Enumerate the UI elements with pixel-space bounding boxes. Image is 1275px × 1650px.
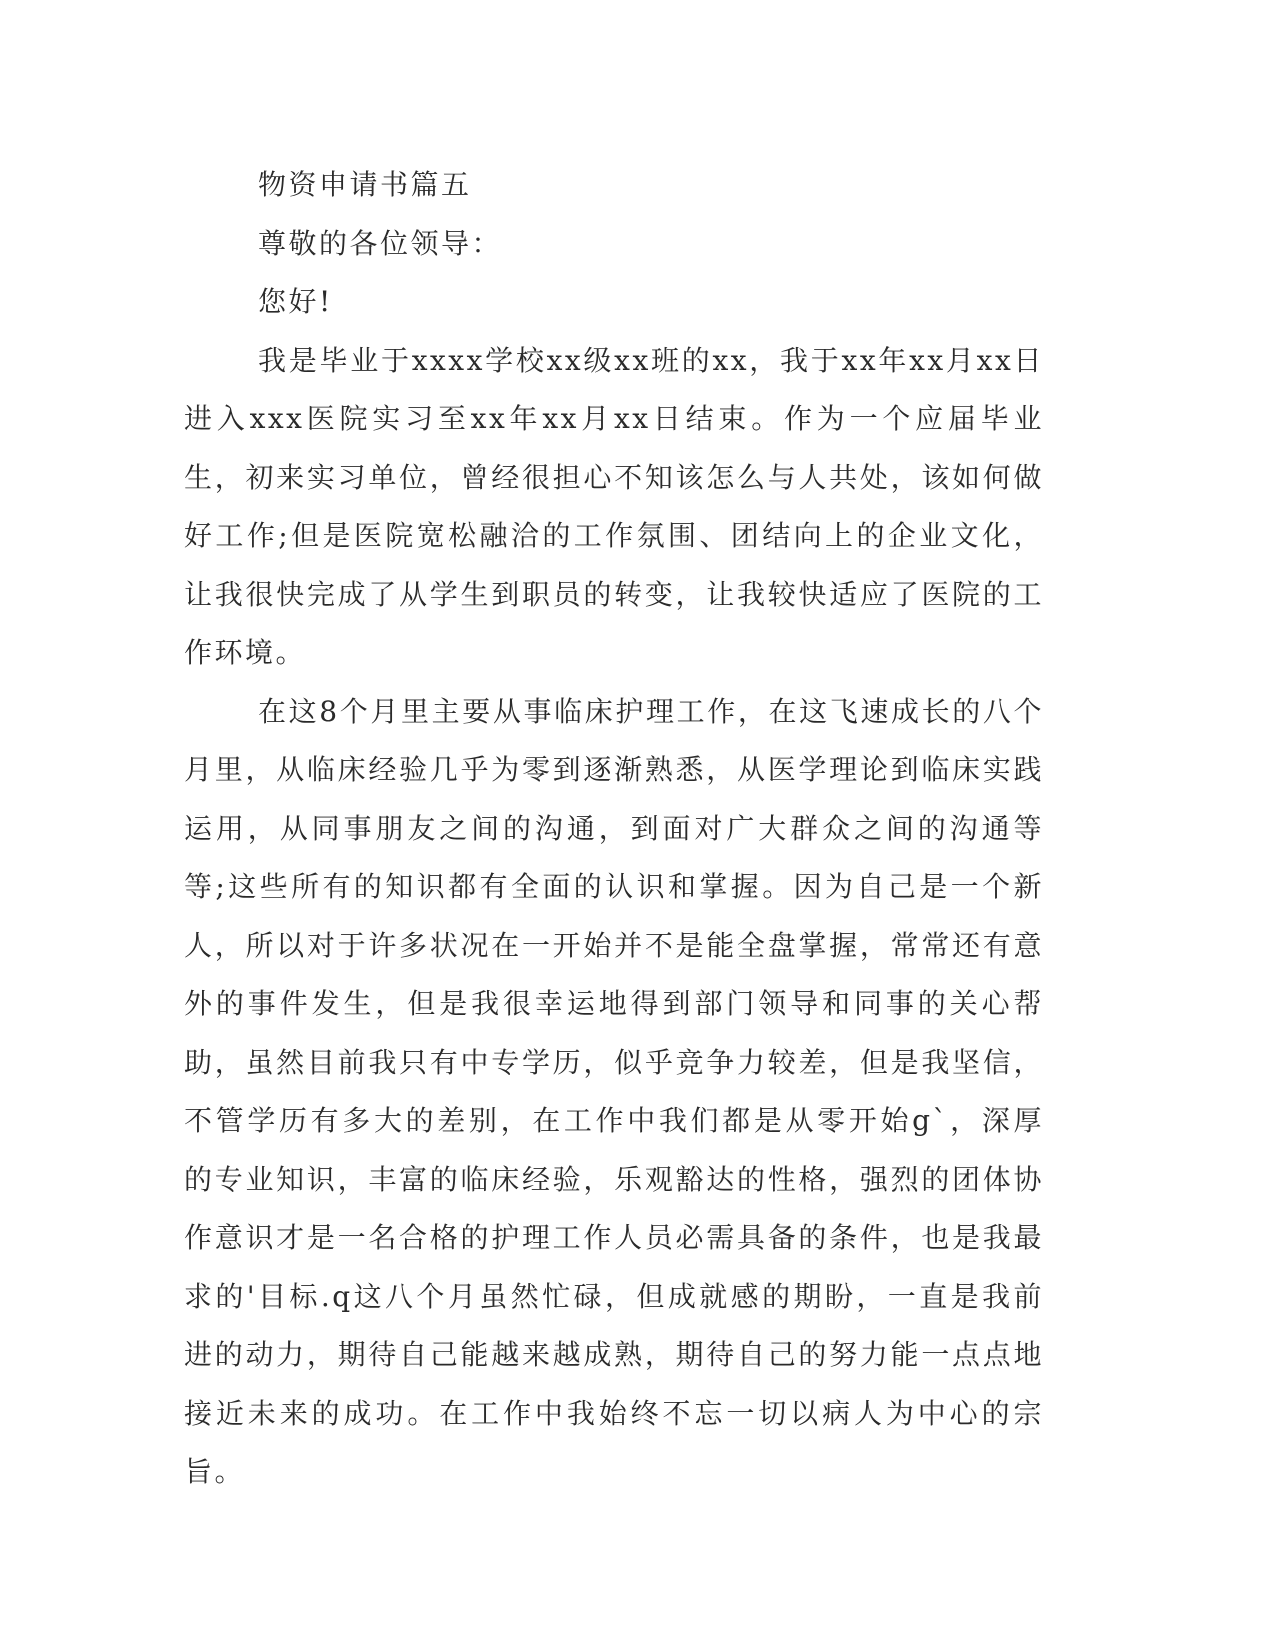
document-body — [184, 156, 1044, 1502]
document-title: 物资申请书篇五 — [258, 168, 472, 201]
greeting: 您好! — [258, 285, 333, 318]
paragraph-experience: 在这8个月里主要从事临床护理工作，在这飞速成长的八个月里，从临床经验几乎为零到逐渐熟悉，从医学理论到临床实践运用，从同事朋友之间的沟通，到面对广大群众之间的沟通等等;这些所有的知识都有全面的认识和掌握。因为自己是一个新人，所以对于许多状况在一开始并不是能全盘掌握，常常还有意外的事件发生，但是我很幸运地得到部门领导和同事的关心帮助，虽然目前我只有中专学历，似乎竞争力较差，但是我坚信，不管学历有多大的差别，在工作中我们都是从零开始g`，深厚的专业知识，丰富的临床经验，乐观豁达的性格，强烈的团体协作意识才是一名合格的护理工作人员必需具备的条件，也是我最求的'目标.q这八个月虽然忙碌，但成就感的期盼，一直是我前进的动力，期待自己能越来越成熟，期待自己的努力能一点点地接近未来的成功。在工作中我始终不忘一切以病人为中心的宗旨。 — [184, 694, 1044, 1488]
paragraph-intro: 我是毕业于xxxx学校xx级xx班的xx，我于xx年xx月xx日进入xxx医院实习至xx年xx月xx日结束。作为一个应届毕业生，初来实习单位，曾经很担心不知该怎么与人共处，该如何做好工作;但是医院宽松融洽的工作氛围、团结向上的企业文化，让我很快完成了从学生到职员的转变，让我较快适应了医院的工作环境。 — [184, 343, 1044, 669]
salutation: 尊敬的各位领导： — [258, 226, 503, 260]
